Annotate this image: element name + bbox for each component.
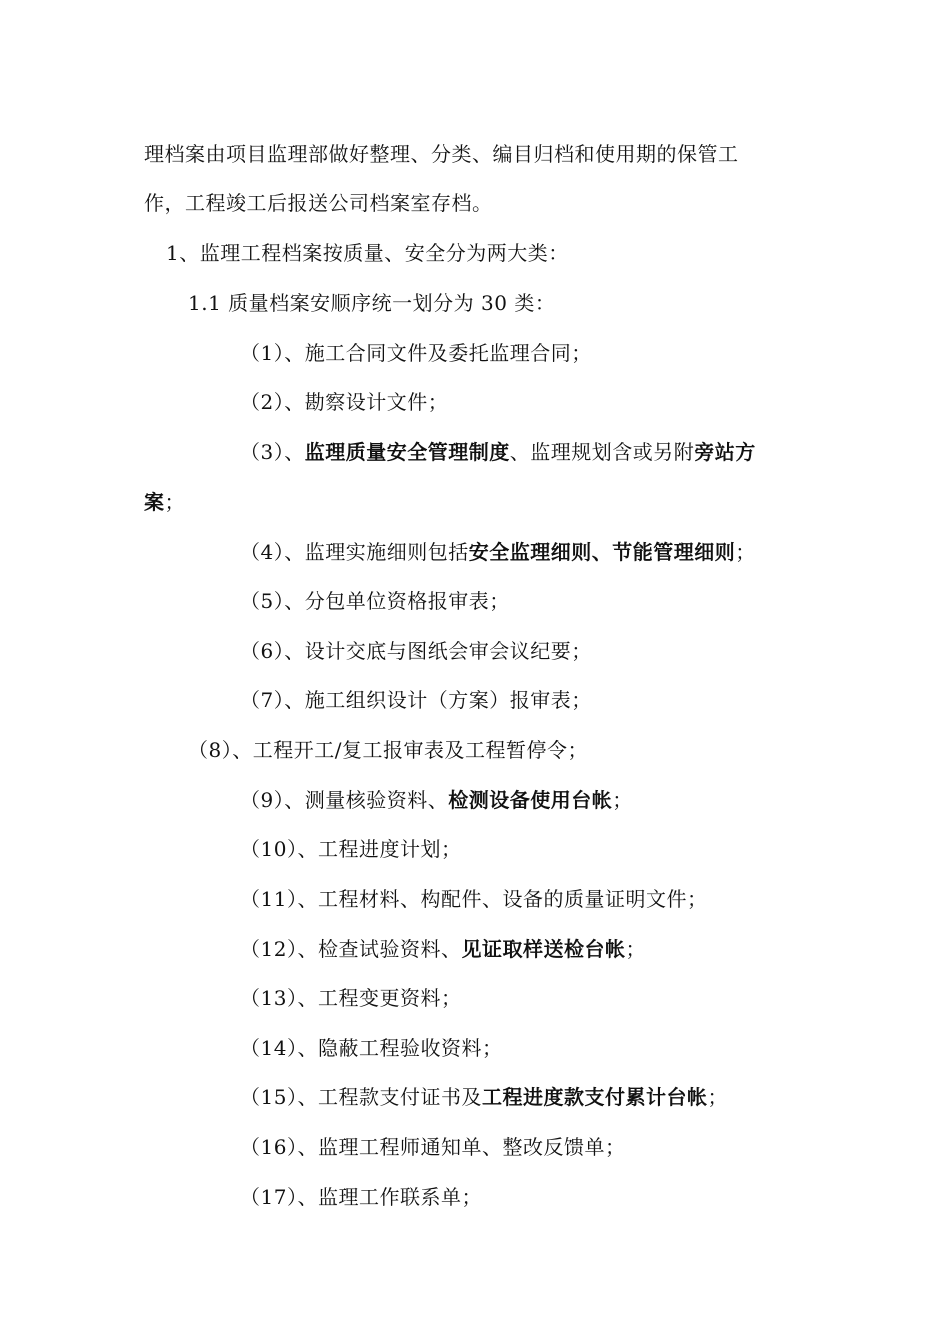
list-item-14: （14）、隐蔽工程验收资料； [240,1036,503,1060]
list-item-3-cont-bold: 案 [144,490,165,514]
list-item-3-bold-1: 监理质量安全管理制度 [304,440,510,464]
list-item-2: （2）、勘察设计文件； [240,390,449,414]
list-item-4-bold: 安全监理细则、节能管理细则 [468,540,736,564]
list-item-3-continuation [144,488,185,516]
list-item-15-tail: ； [707,1085,728,1109]
paragraph-line-1: 理档案由项目监理部做好整理、分类、编目归档和使用期的保管工 [144,142,739,166]
list-item-3-cont-tail: ； [164,490,185,514]
list-item-1: （1）、施工合同文件及委托监理合同； [240,341,592,365]
list-item-3-prefix: （3）、 [240,440,305,464]
list-item-8: （8）、工程开工/复工报审表及工程暂停令； [188,738,588,762]
subsection-heading: 1.1 质量档案安顺序统一划分为 30 类： [188,291,556,315]
list-item-9-prefix: （9）、测量核验资料、 [240,788,449,812]
list-item-6: （6）、设计交底与图纸会审会议纪要； [240,639,592,663]
list-item-7: （7）、施工组织设计（方案）报审表； [240,688,592,712]
list-item-13: （13）、工程变更资料； [240,986,462,1010]
list-item-17: （17）、监理工作联系单； [240,1185,482,1209]
list-item-12-tail: ； [625,937,646,961]
list-item-5: （5）、分包单位资格报审表； [240,589,510,613]
list-item-9 [240,786,633,814]
section-heading: 1、监理工程档案按质量、安全分为两大类： [166,241,569,265]
paragraph-line-2: 作，工程竣工后报送公司档案室存档。 [144,191,493,215]
list-item-12 [240,935,646,963]
list-item-3 [240,438,756,466]
list-item-4-tail: ； [735,540,756,564]
list-item-16: （16）、监理工程师通知单、整改反馈单； [240,1135,626,1159]
list-item-12-bold: 见证取样送检台帐 [461,937,626,961]
list-item-4-prefix: （4）、监理实施细则包括 [240,540,469,564]
list-item-15-prefix: （15）、工程款支付证书及 [240,1085,482,1109]
list-item-11: （11）、工程材料、构配件、设备的质量证明文件； [240,887,708,911]
list-item-3-middle: 、监理规划含或另附 [509,440,695,464]
list-item-12-prefix: （12）、检查试验资料、 [240,937,462,961]
list-item-9-bold: 检测设备使用台帐 [448,788,613,812]
list-item-10: （10）、工程进度计划； [240,837,462,861]
list-item-9-tail: ； [612,788,633,812]
list-item-15 [240,1083,728,1111]
list-item-4 [240,538,756,566]
list-item-3-bold-2: 旁站方 [694,440,756,464]
list-item-15-bold: 工程进度款支付累计台帐 [481,1085,708,1109]
